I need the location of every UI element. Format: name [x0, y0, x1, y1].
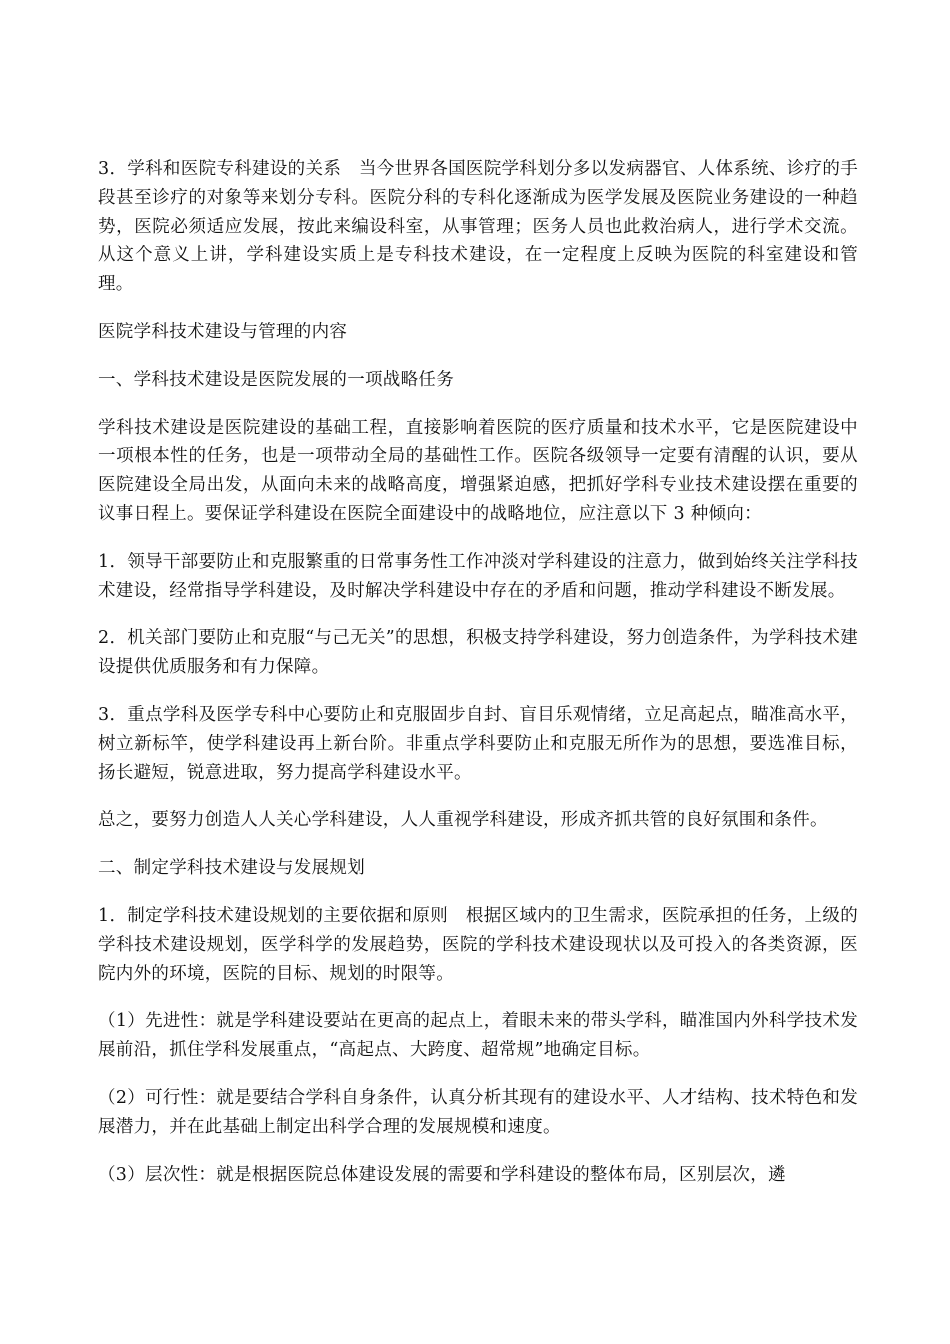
paragraph-planning-basis: 1．制定学科技术建设规划的主要依据和原则 根据区域内的卫生需求，医院承担的任务，上级的学科技术建设规划，医学科学的发展趋势，医院的学科技术建设现状以及可投入的各类资源，医院内外的环境，医院的目标、规划的时限等。	[98, 905, 858, 984]
paragraph-foundation-project: 学科技术建设是医院建设的基础工程，直接影响着医院的医疗质量和技术水平，它是医院建设中一项根本性的任务，也是一项带动全局的基础性工作。医院各级领导一定要有清醒的认识，要从医院建设全局出发，从面向未来的战略高度，增强紧迫感，把抓好学科专业技术建设摆在重要的议事日程上。要保证学科建设在医院全面建设中的战略地位，应注意以下 3 种倾向：	[98, 417, 858, 524]
paragraph-point-3-key-disciplines: 3．重点学科及医学专科中心要防止和克服固步自封、盲目乐观情绪，立足高起点，瞄准高水平，树立新标竿，使学科建设再上新台阶。非重点学科要防止和克服无所作为的思想，要选准目标，扬长避短，锐意进取，努力提高学科建设水平。	[98, 704, 858, 783]
document-body	[98, 155, 858, 1208]
paragraph-specialty-relation: 3．学科和医院专科建设的关系 当今世界各国医院学科划分多以发病器官、人体系统、诊疗的手段甚至诊疗的对象等来划分专科。医院分科的专科化逐渐成为医学发展及医院业务建设的一种趋势，医院必须适应发展，按此来编设科室，从事管理；医务人员也此救治病人，进行学术交流。从这个意义上讲，学科建设实质上是专科技术建设，在一定程度上反映为医院的科室建设和管理。	[98, 159, 858, 295]
list-item-advanced: （1）先进性：就是学科建设要站在更高的起点上，着眼未来的带头学科，瞄准国内外科学技术发展前沿，抓住学科发展重点，“高起点、大跨度、超常规”地确定目标。	[98, 1011, 858, 1061]
paragraph-summary: 总之，要努力创造人人关心学科建设，人人重视学科建设，形成齐抓共管的良好氛围和条件。	[98, 810, 828, 831]
paragraph-point-2-departments: 2．机关部门要防止和克服“与己无关”的思想，积极支持学科建设，努力创造条件，为学科技术建设提供优质服务和有力保障。	[98, 628, 858, 678]
paragraph-point-1-leaders: 1．领导干部要防止和克服繁重的日常事务性工作冲淡对学科建设的注意力，做到始终关注学科技术建设，经常指导学科建设，及时解决学科建设中存在的矛盾和问题，推动学科建设不断发展。	[98, 551, 858, 601]
list-item-feasible: （2）可行性：就是要结合学科自身条件，认真分析其现有的建设水平、人才结构、技术特色和发展潜力，并在此基础上制定出科学合理的发展规模和速度。	[98, 1087, 858, 1137]
section-heading-strategic-task: 一、学科技术建设是医院发展的一项战略任务	[98, 369, 454, 390]
section-heading-planning: 二、制定学科技术建设与发展规划	[98, 858, 365, 879]
list-item-hierarchical: （3）层次性：就是根据医院总体建设发展的需要和学科建设的整体布局，区别层次，遴	[98, 1164, 786, 1185]
section-title-content: 医院学科技术建设与管理的内容	[98, 321, 348, 342]
